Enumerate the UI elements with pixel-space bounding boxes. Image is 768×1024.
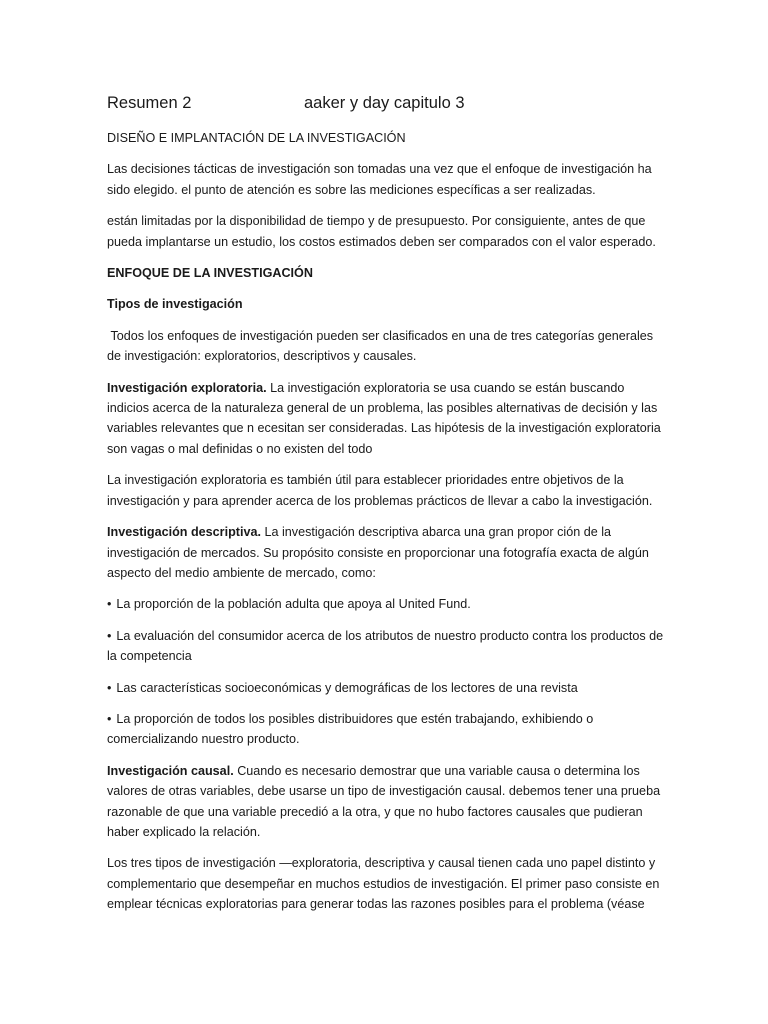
exploratoria-text: La investigación exploratoria se usa cuando se están buscando indicios acerca de la naturaleza general de un problema, las posibles alternativas de decisión y las variables relevantes que n ecesitan ser consideradas. Las hipótesis de la investigación exploratoria son vagas o mal definidas o no existen del todo bbox=[107, 380, 661, 456]
descriptiva-text: La investigación descriptiva abarca una gran propor ción de la investigación de mercados. Su propósito consiste en proporcionar una fotografía exacta de algún aspecto del medio ambiente de mercado, como: bbox=[107, 525, 649, 580]
header-right: aaker y day capitulo 3 bbox=[304, 94, 465, 112]
exploratoria-paragraph-2: La investigación exploratoria es también útil para establecer prioridades entre objetivos de la investigación y para aprender acerca de los problemas prácticos de llevar a cabo la investigación. bbox=[107, 473, 653, 508]
exploratoria-paragraph bbox=[107, 378, 667, 460]
descriptiva-paragraph bbox=[107, 522, 667, 583]
closing-paragraph: Los tres tipos de investigación —exploratoria, descriptiva y causal tienen cada uno papel distinto y complementario que desempeñar en muchos estudios de investigación. El primer paso consiste en emplear técnicas exploratorias para generar todas las razones posibles para el problema (véase bbox=[107, 856, 660, 912]
section-title: DISEÑO E IMPLANTACIÓN DE LA INVESTIGACIÓN bbox=[107, 131, 406, 145]
causal-paragraph bbox=[107, 761, 667, 843]
intro-paragraph-1: Las decisiones tácticas de investigación son tomadas una vez que el enfoque de investigación ha sido elegido. el punto de atención es sobre las mediciones específicas a ser realizadas. bbox=[107, 162, 652, 197]
bullet-item: • La proporción de la población adulta que apoya al United Fund. bbox=[107, 594, 667, 614]
header-left: Resumen 2 bbox=[107, 94, 192, 112]
document-header bbox=[107, 92, 667, 114]
tipos-intro: Todos los enfoques de investigación pueden ser clasificados en una de tres categorías generales de investigación: exploratorios, descriptivos y causales. bbox=[107, 328, 657, 364]
causal-text: Cuando es necesario demostrar que una variable causa o determina los valores de otras variables, debe usarse un tipo de investigación causal. debemos tener una prueba razonable de que una variable precedió a la otra, y que no hubo factores causales que pudieran haber explicado la relación. bbox=[107, 763, 661, 839]
descriptiva-lead: Investigación descriptiva. bbox=[107, 525, 261, 540]
bullet-item: • La evaluación del consumidor acerca de los atributos de nuestro producto contra los productos de la competencia bbox=[107, 626, 667, 667]
tipos-title: Tipos de investigación bbox=[107, 297, 243, 312]
bullet-item: • La proporción de todos los posibles distribuidores que estén trabajando, exhibiendo o comercializando nuestro producto. bbox=[107, 709, 667, 750]
document-page bbox=[107, 92, 667, 926]
enfoque-title: ENFOQUE DE LA INVESTIGACIÓN bbox=[107, 266, 313, 281]
bullet-item: • Las características socioeconómicas y demográficas de los lectores de una revista bbox=[107, 678, 667, 698]
exploratoria-lead: Investigación exploratoria. bbox=[107, 380, 267, 395]
intro-paragraph-2: están limitadas por la disponibilidad de tiempo y de presupuesto. Por consiguiente, antes de que pueda implantarse un estudio, los costos estimados deben ser comparados con el valor esperado. bbox=[107, 214, 656, 249]
causal-lead: Investigación causal. bbox=[107, 763, 234, 778]
